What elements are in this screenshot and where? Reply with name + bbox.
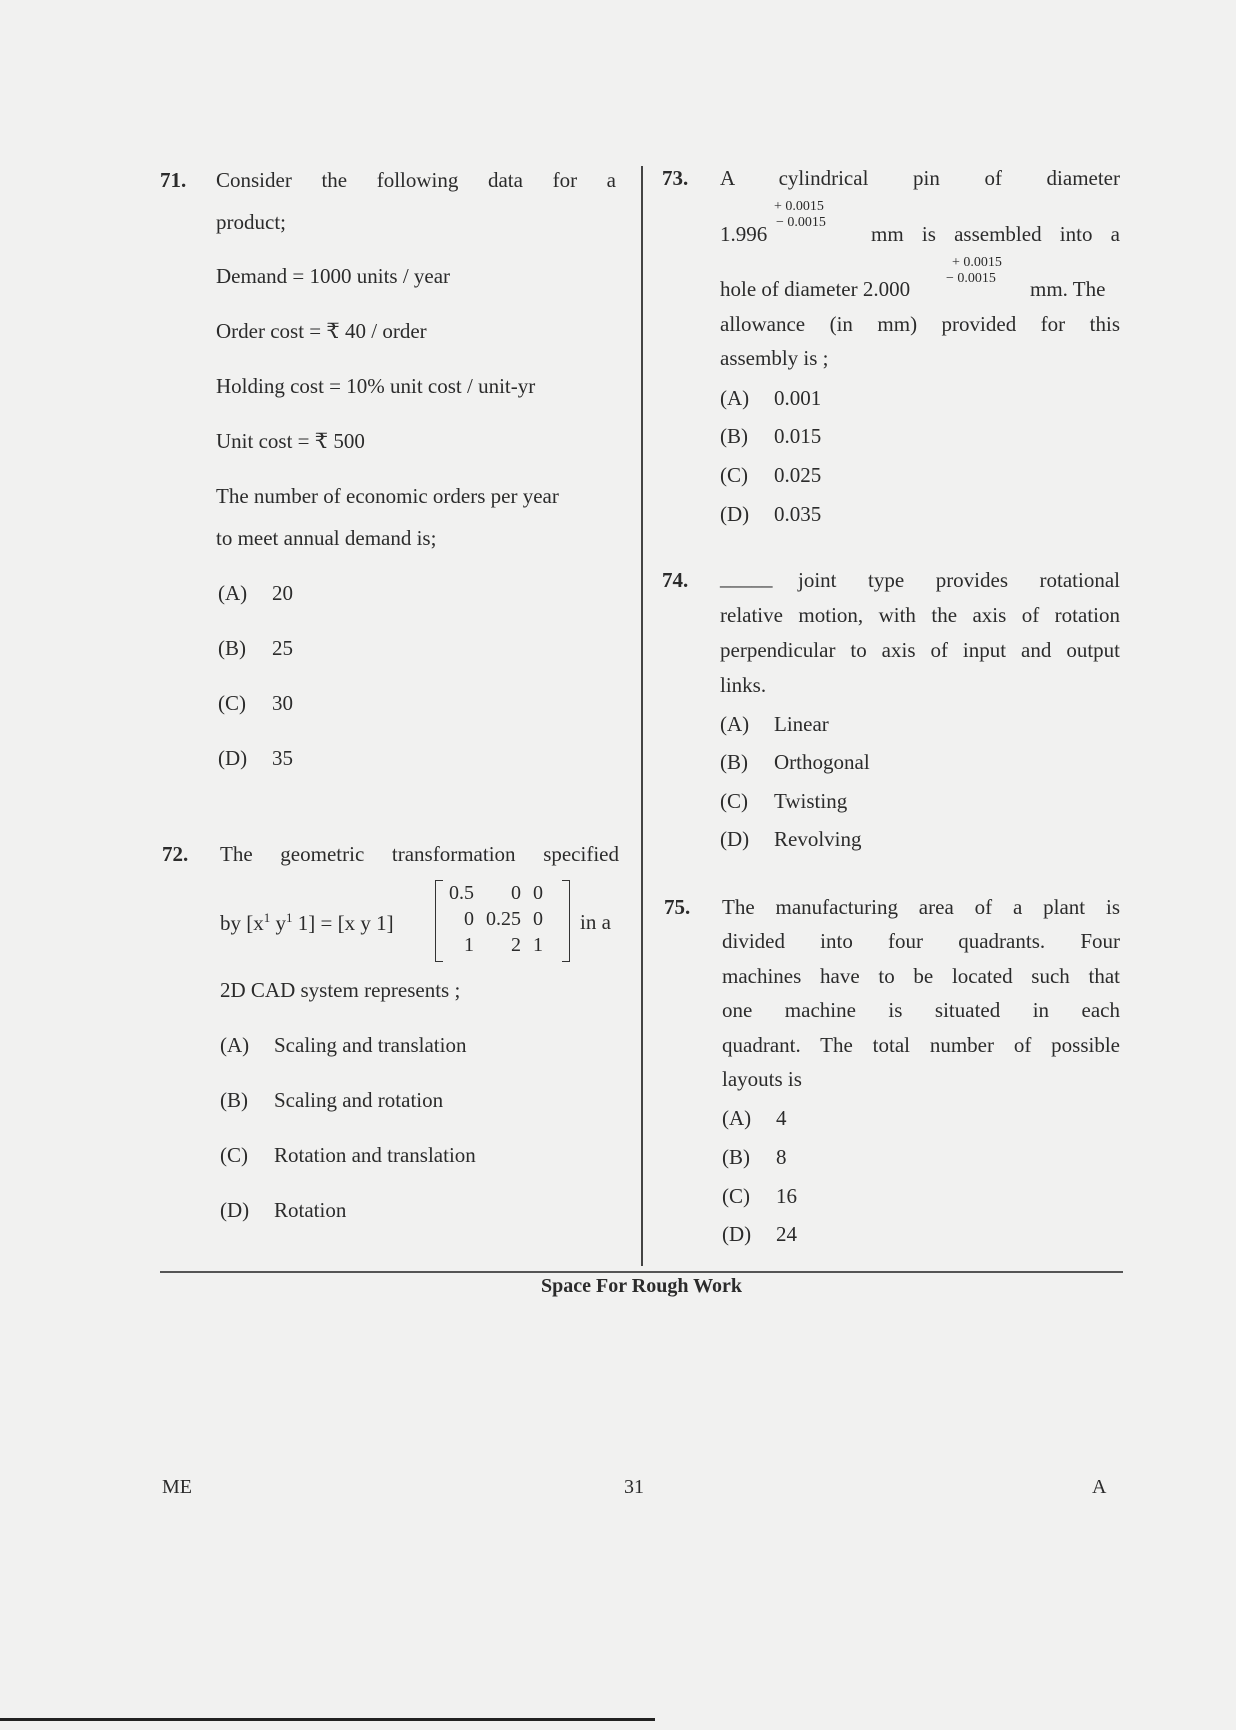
matrix-cell: 1: [464, 933, 474, 956]
q75-stem-line6: layouts is: [722, 1067, 802, 1091]
q74-option-b[interactable]: (B) Orthogonal: [720, 750, 870, 774]
pin-tolerance-upper: + 0.0015: [774, 199, 824, 214]
q74-number: 74.: [662, 568, 689, 592]
q74-option-c[interactable]: (C) Twisting: [720, 789, 848, 813]
q75-stem-line2: divided into four quadrants. Four: [722, 929, 1120, 953]
q71-stem-line2: product;: [216, 210, 286, 234]
pin-tolerance-lower: − 0.0015: [776, 215, 826, 230]
q71-number: 71.: [160, 168, 187, 192]
matrix-cell: 0: [511, 881, 521, 904]
q73-number: 73.: [662, 166, 689, 190]
matrix-cell: 0.25: [486, 907, 521, 930]
q71-demand: Demand = 1000 units / year: [216, 264, 451, 288]
q75-option-b[interactable]: (B) 8: [722, 1145, 787, 1169]
q71-option-a[interactable]: (A) 20: [218, 581, 293, 605]
q73-stem-line2-tail: mm is assembled into a: [871, 222, 1120, 246]
q75-stem-line1: The manufacturing area of a plant is: [722, 895, 1120, 919]
matrix-right-bracket: [562, 880, 570, 962]
hole-tolerance-upper: + 0.0015: [952, 255, 1002, 270]
q74-option-d[interactable]: (D) Revolving: [720, 827, 862, 851]
q74-blank: _____: [720, 566, 773, 590]
q73-option-d[interactable]: (D) 0.035: [720, 502, 822, 526]
hole-diameter: hole of diameter 2.000: [720, 277, 911, 301]
q71-order-cost: Order cost = ₹ 40 / order: [216, 319, 427, 343]
q74-stem-line1: joint type provides rotational: [798, 568, 1120, 592]
q73-option-a[interactable]: (A) 0.001: [720, 386, 822, 410]
matrix-values: [443, 880, 549, 958]
scan-edge: [0, 1718, 655, 1721]
q71-option-c[interactable]: (C) 30: [218, 691, 293, 715]
q72-in-a: in a: [580, 910, 611, 934]
q73-stem-line4: allowance (in mm) provided for this: [720, 312, 1120, 336]
q74-stem-line2: relative motion, with the axis of rotation: [720, 603, 1120, 627]
footer-subject-code: ME: [162, 1476, 192, 1498]
matrix-cell: 0: [533, 881, 543, 904]
page-number: 31: [624, 1476, 644, 1498]
hole-tolerance-lower: − 0.0015: [946, 271, 996, 286]
q75-number: 75.: [664, 895, 691, 919]
q75-option-d[interactable]: (D) 24: [722, 1222, 797, 1246]
q71-stem-line1: Consider the following data for a: [216, 168, 616, 192]
matrix-left-bracket: [435, 880, 443, 962]
q74-stem-line4: links.: [720, 673, 767, 697]
q72-number: 72.: [162, 842, 189, 866]
matrix-cell: 0: [533, 907, 543, 930]
q73-option-c[interactable]: (C) 0.025: [720, 463, 822, 487]
matrix-cell: 0: [464, 907, 474, 930]
booklet-series: A: [1092, 1476, 1107, 1498]
pin-diameter: 1.996: [720, 222, 768, 246]
q71-option-d[interactable]: (D) 35: [218, 746, 293, 770]
matrix-cell: 0.5: [449, 881, 474, 904]
q74-option-a[interactable]: (A) Linear: [720, 712, 829, 736]
q72-equation: by [$x^1$ $y^1$ 1] = [x y 1]: [220, 910, 394, 935]
column-divider: [641, 166, 643, 1266]
q72-option-a[interactable]: (A) Scaling and translation: [220, 1033, 467, 1057]
q72-option-d[interactable]: (D) Rotation: [220, 1198, 347, 1222]
rough-work-label: Space For Rough Work: [541, 1275, 742, 1297]
q75-stem-line5: quadrant. The total number of possible: [722, 1033, 1120, 1057]
q72-option-b[interactable]: (B) Scaling and rotation: [220, 1088, 444, 1112]
q75-stem-line3: machines have to be located such that: [722, 964, 1120, 988]
q73-stem-line3-tail: mm. The: [1030, 277, 1106, 301]
q72-stem-line2: 2D CAD system represents ;: [220, 978, 461, 1002]
transformation-matrix: [435, 880, 570, 960]
q72-stem-line1: The geometric transformation specified: [220, 842, 619, 866]
q74-stem-line3: perpendicular to axis of input and output: [720, 638, 1120, 662]
q73-stem-line1: A cylindrical pin of diameter: [720, 166, 1120, 190]
q71-option-b[interactable]: (B) 25: [218, 636, 293, 660]
q75-stem-line4: one machine is situated in each: [722, 998, 1120, 1022]
q73-option-b[interactable]: (B) 0.015: [720, 424, 822, 448]
q73-stem-line5: assembly is ;: [720, 346, 829, 370]
q75-option-a[interactable]: (A) 4: [722, 1106, 787, 1130]
q71-question-line1: The number of economic orders per year: [216, 484, 559, 508]
q71-unit-cost: Unit cost = ₹ 500: [216, 429, 365, 453]
q72-option-c[interactable]: (C) Rotation and translation: [220, 1143, 476, 1167]
q75-option-c[interactable]: (C) 16: [722, 1184, 797, 1208]
q71-question-line2: to meet annual demand is;: [216, 526, 437, 550]
matrix-cell: 1: [533, 933, 543, 956]
matrix-cell: 2: [511, 933, 521, 956]
q71-holding-cost: Holding cost = 10% unit cost / unit-yr: [216, 374, 536, 398]
section-rule: [160, 1271, 1123, 1273]
